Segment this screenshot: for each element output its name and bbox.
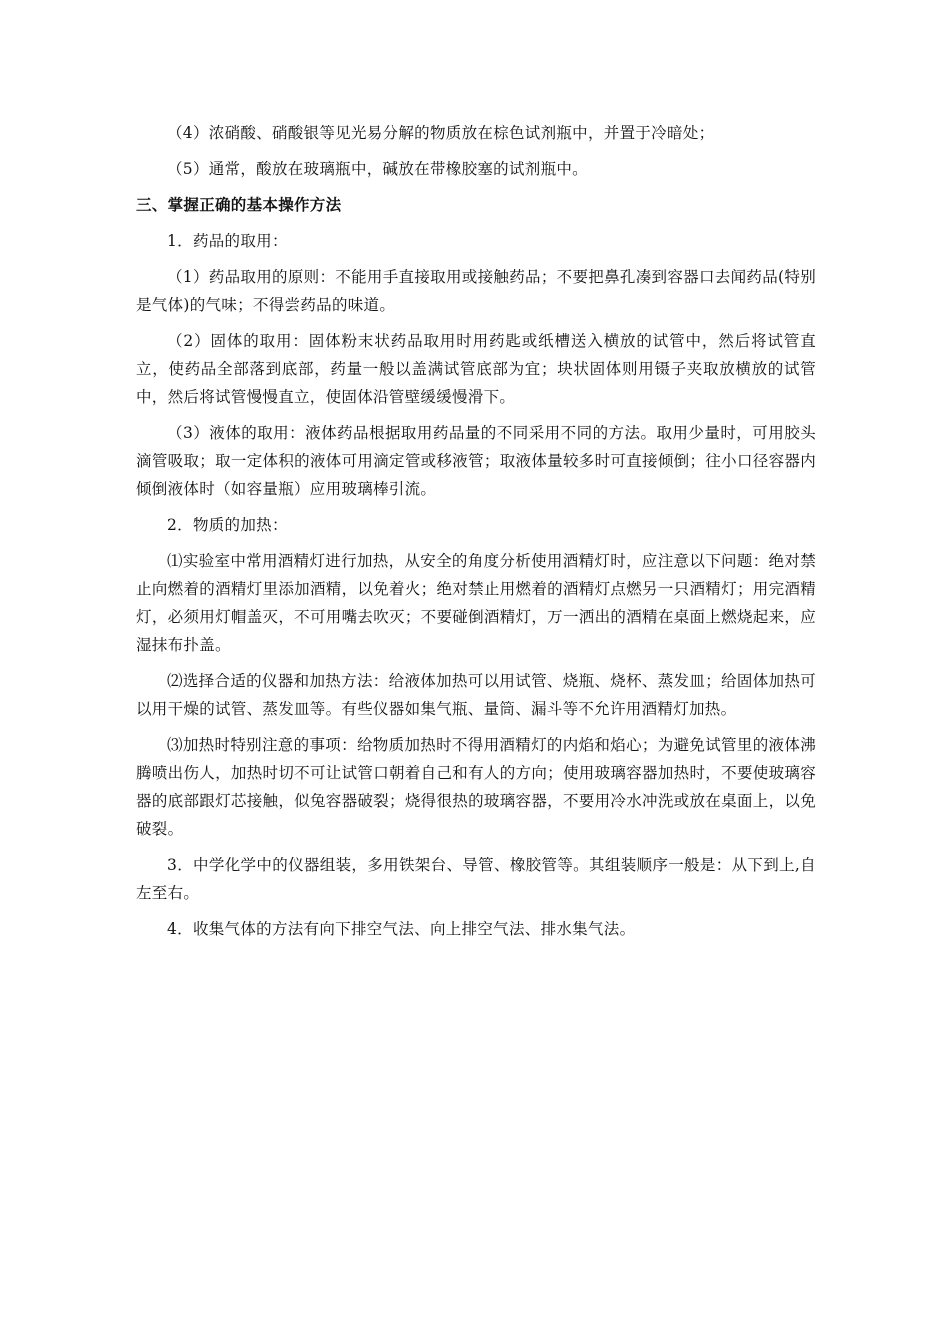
paragraph-gas-collection: 4．收集气体的方法有向下排空气法、向上排空气法、排水集气法。 [167,920,636,938]
paragraph-solid: （2）固体的取用：固体粉末状药品取用时用药匙或纸槽送入横放的试管中，然后将试管直立，使药品全部落到底部，药量一般以盖满试管底部为宜；块状固体则用镊子夹取放横放的试管中，然后将试管慢慢直立，使固体沿管壁缓缓慢滑下。 [136,332,816,406]
document-page [136,119,816,951]
subsection-title-1: 1．药品的取用： [167,232,288,250]
paragraph-heating-2: ⑵选择合适的仪器和加热方法：给液体加热可以用试管、烧瓶、烧杯、蒸发皿；给固体加热可以用干燥的试管、蒸发皿等。有些仪器如集气瓶、量筒、漏斗等不允许用酒精灯加热。 [136,672,816,718]
paragraph-assembly: 3．中学化学中的仪器组装，多用铁架台、导管、橡胶管等。其组装顺序一般是：从下到上,自左至右。 [136,856,816,902]
paragraph-liquid: （3）液体的取用：液体药品根据取用药品量的不同采用不同的方法。取用少量时，可用胶头滴管吸取；取一定体积的液体可用滴定管或移液管；取液体量较多时可直接倾倒；往小口径容器内倾倒液体时（如容量瓶）应用玻璃棒引流。 [136,424,816,498]
subsection-title-2: 2．物质的加热： [167,516,288,534]
paragraph-heating-3: ⑶加热时特别注意的事项：给物质加热时不得用酒精灯的内焰和焰心；为避免试管里的液体沸腾喷出伤人，加热时切不可让试管口朝着自己和有人的方向；使用玻璃容器加热时，不要使玻璃容器的底部跟灯芯接触，似兔容器破裂；烧得很热的玻璃容器，不要用冷水冲洗或放在桌面上，以免破裂。 [136,736,816,838]
section-heading: 三、掌握正确的基本操作方法 [136,196,342,214]
paragraph-storage-5: （5）通常，酸放在玻璃瓶中，碱放在带橡胶塞的试剂瓶中。 [167,160,588,178]
paragraph-drug-principle: （1）药品取用的原则：不能用手直接取用或接触药品；不要把鼻孔凑到容器口去闻药品(特别是气体)的气味；不得尝药品的味道。 [136,268,816,314]
paragraph-storage-4: （4）浓硝酸、硝酸银等见光易分解的物质放在棕色试剂瓶中，并置于冷暗处； [167,124,715,142]
paragraph-heating-1: ⑴实验室中常用酒精灯进行加热，从安全的角度分析使用酒精灯时，应注意以下问题：绝对禁止向燃着的酒精灯里添加酒精，以免着火；绝对禁止用燃着的酒精灯点燃另一只酒精灯；用完酒精灯，必须用灯帽盖灭，不可用嘴去吹灭；不要碰倒酒精灯，万一洒出的酒精在桌面上燃烧起来，应湿抹布扑盖。 [136,552,816,654]
